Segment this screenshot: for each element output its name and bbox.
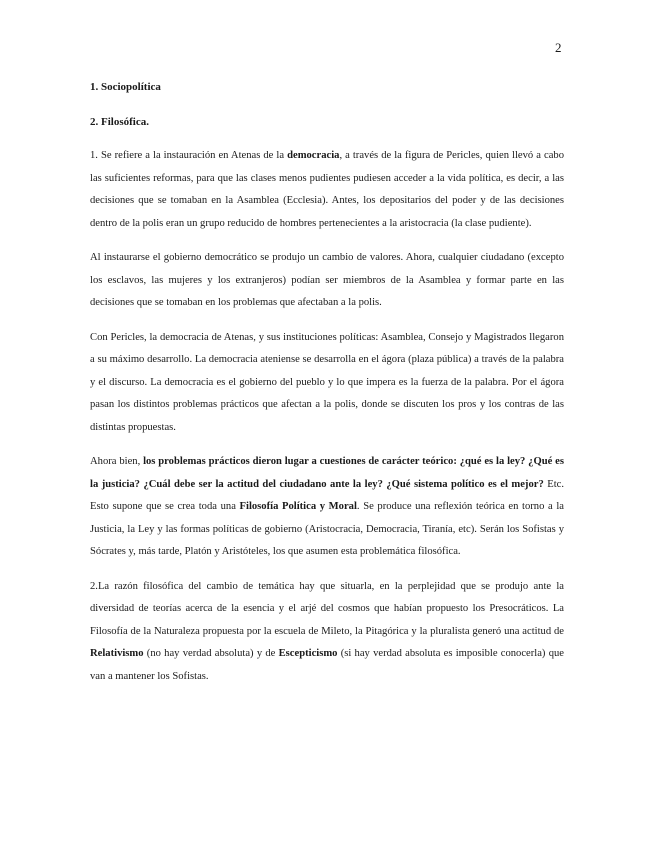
- paragraph-problemas-practicos: [90, 451, 564, 564]
- bold-text-run: Escepticismo: [278, 648, 338, 659]
- paragraph-cambio-valores: [90, 247, 564, 315]
- text-run: Al instaurarse el gobierno democrático se produjo un cambio de valores. Ahora, cualquier ciudadano (excepto los esclavos, las mujeres y los extranjeros) podían ser miembros de la Asamblea y formar parte en las decisiones que se tomaban en los problemas que afectaban a la polis.: [90, 252, 564, 308]
- paragraph-pericles: [90, 327, 564, 440]
- paragraph-democracia: [90, 145, 564, 235]
- page-number: 2: [555, 40, 562, 55]
- text-run: 2.La razón filosófica del cambio de temática hay que situarla, en la perplejidad que se produjo ante la diversidad de teorías acerca de la esencia y el arjé del cosmos que habían propuesto los Presocráticos. La Filosofía de la Naturaleza propuesta por la escuela de Mileto, la Pitagórica y la pluralista generó una actitud de: [90, 580, 564, 637]
- text-run: (no hay verdad absoluta) y de: [143, 648, 279, 659]
- bold-text-run: los problemas prácticos dieron lugar a cuestiones de carácter teórico: ¿qué es la ley? ¿Qué es la justicia? ¿Cuál debe ser la actitud del ciudadano ante la ley? ¿Qué sistema político es el mejor?: [90, 456, 564, 490]
- document-body: [90, 76, 564, 700]
- text-run: Ahora bien,: [90, 456, 144, 467]
- paragraph-razon-filosofica: [90, 576, 564, 689]
- text-run: 1. Se refiere a la instauración en Atenas de la: [90, 150, 288, 161]
- bold-text-run: Filosofía Política y Moral: [239, 501, 357, 512]
- text-run: (si hay verdad absoluta es imposible conocerla) que van a mantener los Sofistas.: [90, 648, 564, 682]
- heading-filosofica: 2. Filosófica.: [90, 115, 149, 128]
- bold-text-run: Relativismo: [90, 648, 144, 659]
- text-run: . Se produce una reflexión teórica en torno a la Justicia, la Ley y las formas políticas de gobierno (Aristocracia, Democracia, Tiranía, etc). Serán los Sofistas y Sócrates y, más tarde, Platón y Aristóteles, los que asumen esta problemática filosófica.: [90, 501, 564, 557]
- text-run: Etc. Esto supone que se crea toda una: [90, 478, 564, 512]
- text-run: , a través de la figura de Pericles, quien llevó a cabo las suficientes reformas, para que las clases menos pudientes pudiesen acceder a la vida política, es decir, a las decisiones que se tomaban en la Asamblea (Ecclesia). Antes, los depositarios del poder y de las decisiones dentro de la polis eran un grupo reducido de hombres pertenecientes a la aristocracia (la clase pudiente).: [90, 150, 564, 229]
- heading-sociopolitica: 1. Sociopolítica: [90, 81, 161, 93]
- text-run: Con Pericles, la democracia de Atenas, y sus instituciones políticas: Asamblea, Consejo y Magistrados llegaron a su máximo desarrollo. La democracia ateniense se desarrolla en el ágora (plaza pública) a través de la palabra y el discurso. La democracia es el gobierno del pueblo y lo que impera es la fuerza de la palabra. Por el ágora pasan los distintos problemas prácticos que afectan a la polis, donde se discuten los pros y los contras de las distintas propuestas.: [90, 331, 564, 433]
- bold-text-run: democracia: [287, 150, 340, 161]
